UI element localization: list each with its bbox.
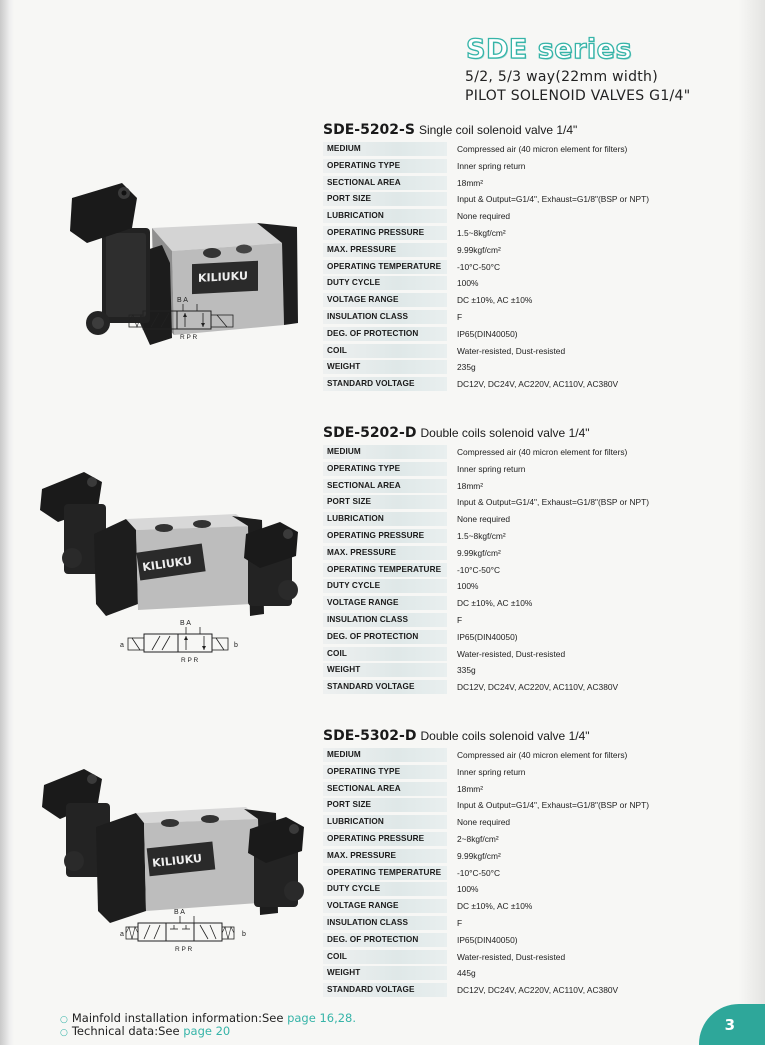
spec-key: MEDIUM <box>323 142 447 156</box>
spec-key: VOLTAGE RANGE <box>323 596 447 610</box>
symbol-top-ports: B A <box>180 620 191 627</box>
spec-table <box>323 747 675 999</box>
spec-row <box>323 141 675 158</box>
spec-value: 18mm² <box>457 177 484 188</box>
spec-key: LUBRICATION <box>323 209 447 223</box>
spec-row <box>323 865 675 882</box>
spec-row <box>323 528 675 545</box>
footer-technical-note <box>60 1024 230 1038</box>
spec-value: Water-resisted, Dust-resisted <box>457 951 566 962</box>
spec-value: DC12V, DC24V, AC220V, AC110V, AC380V <box>457 379 619 390</box>
spec-row <box>323 376 675 393</box>
spec-key: DEG. OF PROTECTION <box>323 933 447 947</box>
model-code: SDE-5302-D <box>323 728 417 744</box>
product-section-2 <box>0 424 765 704</box>
spec-row <box>323 764 675 781</box>
spec-key: VOLTAGE RANGE <box>323 293 447 307</box>
pneumatic-symbol <box>125 293 250 345</box>
spec-row <box>323 747 675 764</box>
subtitle-line-2: PILOT SOLENOID VALVES G1/4" <box>465 88 691 104</box>
spec-value: -10°C-50°C <box>457 261 501 272</box>
pneumatic-symbol <box>118 616 258 668</box>
spec-value: -10°C-50°C <box>457 867 501 878</box>
spec-value: 445g <box>457 968 476 979</box>
spec-row <box>323 595 675 612</box>
spec-key: WEIGHT <box>323 360 447 374</box>
spec-value: 100% <box>457 884 479 895</box>
spec-key: MEDIUM <box>323 445 447 459</box>
spec-row <box>323 208 675 225</box>
spec-value: F <box>457 614 463 625</box>
spec-value: Input & Output=G1/4", Exhaust=G1/8"(BSP or NPT) <box>457 497 649 508</box>
spec-value: 18mm² <box>457 783 484 794</box>
product-section-1 <box>0 121 765 401</box>
spec-key: LUBRICATION <box>323 815 447 829</box>
brand-label: KILIUKU <box>141 554 193 574</box>
spec-key: OPERATING PRESSURE <box>323 832 447 846</box>
spec-key: LUBRICATION <box>323 512 447 526</box>
spec-row <box>323 191 675 208</box>
spec-row <box>323 478 675 495</box>
spec-row <box>323 932 675 949</box>
spec-value: None required <box>457 514 511 525</box>
spec-row <box>323 949 675 966</box>
spec-key: OPERATING TYPE <box>323 765 447 779</box>
spec-key: INSULATION CLASS <box>323 310 447 324</box>
footer-line1-text: Mainfold installation information:See <box>71 1011 288 1025</box>
spec-key: SECTIONAL AREA <box>323 479 447 493</box>
spec-table <box>323 444 675 696</box>
page-reference-link[interactable]: page 16,28. <box>287 1011 357 1025</box>
spec-row <box>323 831 675 848</box>
spec-row <box>323 292 675 309</box>
symbol-top-ports: B A <box>174 909 185 916</box>
spec-key: DUTY CYCLE <box>323 579 447 593</box>
model-description: Double coils solenoid valve 1/4" <box>420 426 590 440</box>
spec-value: DC ±10%, AC ±10% <box>457 598 533 609</box>
symbol-right-label: b <box>242 931 246 938</box>
spec-value: 9.99kgf/cm² <box>457 850 501 861</box>
spec-row <box>323 545 675 562</box>
spec-key: DEG. OF PROTECTION <box>323 630 447 644</box>
spec-row <box>323 175 675 192</box>
spec-value: Input & Output=G1/4", Exhaust=G1/8"(BSP or NPT) <box>457 800 649 811</box>
bullet-icon: ○ <box>60 1015 68 1025</box>
spec-key: COIL <box>323 344 447 358</box>
symbol-left-label: a <box>120 931 124 938</box>
spec-row <box>323 242 675 259</box>
spec-key: SECTIONAL AREA <box>323 176 447 190</box>
spec-row <box>323 444 675 461</box>
spec-value: Water-resisted, Dust-resisted <box>457 345 566 356</box>
spec-key: DEG. OF PROTECTION <box>323 327 447 341</box>
spec-value: 1.5~8kgf/cm² <box>457 227 506 238</box>
bullet-icon: ○ <box>60 1028 68 1038</box>
spec-value: 100% <box>457 581 479 592</box>
model-heading <box>323 424 590 442</box>
spec-row <box>323 781 675 798</box>
spec-value: Compressed air (40 micron element for filters) <box>457 447 628 457</box>
symbol-right-label: b <box>234 642 238 649</box>
spec-row <box>323 461 675 478</box>
spec-row <box>323 275 675 292</box>
spec-value: Water-resisted, Dust-resisted <box>457 648 566 659</box>
spec-value: 9.99kgf/cm² <box>457 547 501 558</box>
spec-value: IP65(DIN40050) <box>457 934 518 945</box>
brand-label: KILIUKU <box>198 269 248 285</box>
spec-row <box>323 982 675 999</box>
spec-row <box>323 646 675 663</box>
spec-row <box>323 848 675 865</box>
spec-row <box>323 225 675 242</box>
spec-row <box>323 965 675 982</box>
spec-value: Inner spring return <box>457 766 526 777</box>
spec-key: WEIGHT <box>323 966 447 980</box>
spec-key: OPERATING TYPE <box>323 462 447 476</box>
symbol-left-label: a <box>120 642 124 649</box>
spec-key: OPERATING TEMPERATURE <box>323 866 447 880</box>
spec-value: IP65(DIN40050) <box>457 328 518 339</box>
spec-value: Inner spring return <box>457 463 526 474</box>
spec-key: STANDARD VOLTAGE <box>323 680 447 694</box>
valve-photo <box>36 464 306 629</box>
spec-row <box>323 814 675 831</box>
spec-row <box>323 898 675 915</box>
spec-key: MAX. PRESSURE <box>323 546 447 560</box>
pneumatic-symbol <box>118 905 258 957</box>
spec-key: OPERATING TYPE <box>323 159 447 173</box>
product-section-3 <box>0 727 765 1007</box>
spec-row <box>323 881 675 898</box>
symbol-bottom-ports: R P R <box>180 334 198 341</box>
spec-value: F <box>457 917 463 928</box>
spec-row <box>323 494 675 511</box>
spec-value: DC ±10%, AC ±10% <box>457 901 533 912</box>
spec-value: Input & Output=G1/4", Exhaust=G1/8"(BSP or NPT) <box>457 194 649 205</box>
spec-row <box>323 662 675 679</box>
spec-key: MAX. PRESSURE <box>323 849 447 863</box>
model-code: SDE-5202-D <box>323 425 417 441</box>
spec-key: DUTY CYCLE <box>323 276 447 290</box>
spec-key: COIL <box>323 950 447 964</box>
spec-row <box>323 578 675 595</box>
spec-row <box>323 511 675 528</box>
spec-key: DUTY CYCLE <box>323 882 447 896</box>
series-title: SDE series <box>466 34 633 65</box>
spec-value: None required <box>457 817 511 828</box>
spec-row <box>323 915 675 932</box>
spec-value: None required <box>457 211 511 222</box>
page-reference-link[interactable]: page 20 <box>183 1024 231 1038</box>
spec-row <box>323 562 675 579</box>
spec-value: F <box>457 311 463 322</box>
spec-row <box>323 629 675 646</box>
spec-row <box>323 679 675 696</box>
spec-key: OPERATING TEMPERATURE <box>323 563 447 577</box>
spec-row <box>323 309 675 326</box>
spec-value: 100% <box>457 278 479 289</box>
spec-value: IP65(DIN40050) <box>457 631 518 642</box>
spec-key: COIL <box>323 647 447 661</box>
spec-row <box>323 797 675 814</box>
symbol-bottom-ports: R P R <box>181 657 199 664</box>
spec-key: MEDIUM <box>323 748 447 762</box>
subtitle-line-1: 5/2, 5/3 way(22mm width) <box>465 69 658 85</box>
model-heading <box>323 727 590 745</box>
spec-key: INSULATION CLASS <box>323 916 447 930</box>
spec-value: Inner spring return <box>457 160 526 171</box>
spec-value: 235g <box>457 362 476 373</box>
symbol-bottom-ports: R P R <box>175 946 193 953</box>
spec-key: VOLTAGE RANGE <box>323 899 447 913</box>
spec-key: INSULATION CLASS <box>323 613 447 627</box>
spec-value: 335g <box>457 665 476 676</box>
spec-value: DC12V, DC24V, AC220V, AC110V, AC380V <box>457 985 619 996</box>
spec-key: WEIGHT <box>323 663 447 677</box>
spec-key: PORT SIZE <box>323 495 447 509</box>
spec-key: PORT SIZE <box>323 798 447 812</box>
spec-key: OPERATING PRESSURE <box>323 226 447 240</box>
model-description: Double coils solenoid valve 1/4" <box>420 729 590 743</box>
model-description: Single coil solenoid valve 1/4" <box>418 123 578 137</box>
spec-table <box>323 141 675 393</box>
spec-value: DC12V, DC24V, AC220V, AC110V, AC380V <box>457 682 619 693</box>
spec-row <box>323 343 675 360</box>
spec-value: Compressed air (40 micron element for filters) <box>457 750 628 760</box>
footer-line2-text: Technical data:See <box>71 1024 184 1038</box>
spec-key: SECTIONAL AREA <box>323 782 447 796</box>
spec-key: PORT SIZE <box>323 192 447 206</box>
spec-value: Compressed air (40 micron element for filters) <box>457 144 628 154</box>
symbol-top-ports: B A <box>177 297 188 304</box>
model-code: SDE-5202-S <box>323 122 415 138</box>
spec-key: STANDARD VOLTAGE <box>323 377 447 391</box>
spec-value: 2~8kgf/cm² <box>457 833 499 844</box>
footer-manifold-note <box>60 1011 356 1025</box>
page-number: 3 <box>724 1016 735 1034</box>
model-heading <box>323 121 577 139</box>
spec-key: OPERATING TEMPERATURE <box>323 260 447 274</box>
spec-key: OPERATING PRESSURE <box>323 529 447 543</box>
spec-value: 18mm² <box>457 480 484 491</box>
spec-value: DC ±10%, AC ±10% <box>457 295 533 306</box>
spec-value: -10°C-50°C <box>457 564 501 575</box>
brand-label: KILIUKU <box>151 851 203 870</box>
spec-row <box>323 158 675 175</box>
spec-row <box>323 259 675 276</box>
spec-row <box>323 326 675 343</box>
spec-value: 1.5~8kgf/cm² <box>457 530 506 541</box>
spec-row <box>323 612 675 629</box>
spec-key: MAX. PRESSURE <box>323 243 447 257</box>
spec-key: STANDARD VOLTAGE <box>323 983 447 997</box>
spec-value: 9.99kgf/cm² <box>457 244 501 255</box>
spec-row <box>323 359 675 376</box>
